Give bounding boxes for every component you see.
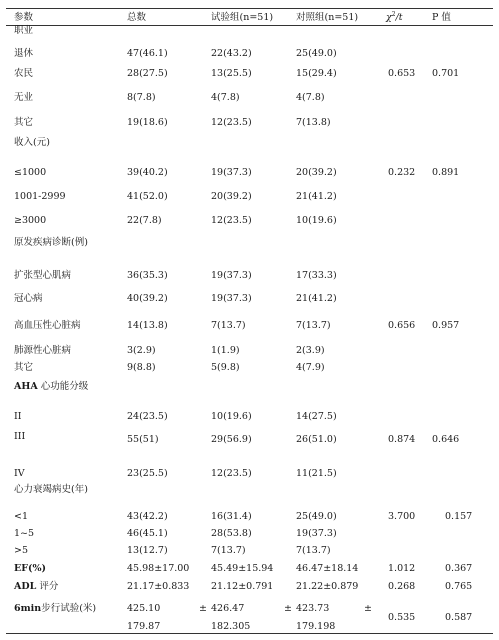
cell-control: 7(13.7)	[296, 320, 331, 331]
cell-total: 9(8.8)	[127, 362, 156, 373]
cell-control: 21(41.2)	[296, 191, 337, 202]
cell-control: 21(41.2)	[296, 293, 337, 304]
cell-control: 26(51.0)	[296, 434, 337, 445]
cell-p: 0.157	[445, 511, 473, 522]
cell-control: 7(13.7)	[296, 545, 331, 556]
cell-control: 11(21.5)	[296, 468, 337, 479]
cell-p: 0.891	[432, 167, 460, 178]
cell-label: II	[14, 411, 22, 422]
cell-total: 45.98±17.00	[127, 563, 190, 574]
cell-control: 15(29.4)	[296, 68, 337, 79]
six-min-p: 0.587	[445, 612, 473, 623]
cell-test: 7(13.7)	[211, 545, 246, 556]
cell-test: 16(31.4)	[211, 511, 252, 522]
header-control-group: 对照组(n=51)	[296, 12, 359, 23]
six-min-control-sd: 179.198	[296, 621, 336, 632]
cell-total: 21.17±0.833	[127, 581, 190, 592]
cell-test: 1(1.9)	[211, 345, 240, 356]
cell-label: 1001-2999	[14, 191, 66, 202]
cell-label: ≥3000	[14, 215, 47, 226]
cell-total: 43(42.2)	[127, 511, 168, 522]
six-min-chi: 0.535	[388, 612, 416, 623]
cell-test: 29(56.9)	[211, 434, 252, 445]
cell-chi: 1.012	[388, 563, 416, 574]
six-min-total-mean: 425.10 ±	[127, 603, 207, 614]
cell-chi: 0.874	[388, 434, 416, 445]
cell-label: >5	[14, 545, 29, 556]
cell-label: ≤1000	[14, 167, 47, 178]
cell-test: 5(9.8)	[211, 362, 240, 373]
cell-label: AHA 心功能分级	[14, 381, 89, 392]
cell-test: 12(23.5)	[211, 468, 252, 479]
cell-control: 4(7.9)	[296, 362, 325, 373]
cell-label: 心力衰竭病史(年)	[14, 484, 88, 495]
six-min-total-sd: 179.87	[127, 621, 161, 632]
cell-total: 14(13.8)	[127, 320, 168, 331]
six-min-test-sd: 182.305	[211, 621, 251, 632]
cell-label: 其它	[14, 362, 34, 373]
cell-test: 19(37.3)	[211, 293, 252, 304]
header-chi-square: $\chi^2/t$	[386, 10, 403, 23]
cell-total: 23(25.5)	[127, 468, 168, 479]
cell-total: 36(35.3)	[127, 270, 168, 281]
header-p-value: P 值	[432, 12, 451, 23]
cell-p: 0.646	[432, 434, 460, 445]
cell-total: 28(27.5)	[127, 68, 168, 79]
header-test-group: 试验组(n=51)	[211, 12, 274, 23]
cell-total: 3(2.9)	[127, 345, 156, 356]
cell-p: 0.367	[445, 563, 473, 574]
cell-test: 45.49±15.94	[211, 563, 274, 574]
cell-test: 19(37.3)	[211, 270, 252, 281]
cell-label: 原发疾病诊断(例)	[14, 237, 88, 248]
cell-test: 4(7.8)	[211, 92, 240, 103]
cell-chi: 0.232	[388, 167, 416, 178]
cell-label: 无业	[14, 92, 34, 103]
cell-label: III	[14, 431, 26, 442]
cell-total: 55(51)	[127, 434, 159, 445]
cell-control: 20(39.2)	[296, 167, 337, 178]
cell-total: 22(7.8)	[127, 215, 162, 226]
cell-control: 4(7.8)	[296, 92, 325, 103]
header-param: 参数	[14, 12, 34, 23]
top-rule	[6, 8, 493, 9]
cell-p: 0.765	[445, 581, 473, 592]
cell-label: 高血压性心脏病	[14, 320, 81, 331]
cell-test: 28(53.8)	[211, 528, 252, 539]
cell-label: 职业	[14, 25, 34, 36]
cell-test: 20(39.2)	[211, 191, 252, 202]
cell-p: 0.701	[432, 68, 460, 79]
cell-total: 24(23.5)	[127, 411, 168, 422]
cell-chi: 0.268	[388, 581, 416, 592]
cell-control: 25(49.0)	[296, 511, 337, 522]
cell-label: 收入(元)	[14, 137, 50, 148]
cell-label: <1	[14, 511, 29, 522]
cell-test: 7(13.7)	[211, 320, 246, 331]
cell-chi: 3.700	[388, 511, 416, 522]
cell-control: 14(27.5)	[296, 411, 337, 422]
cell-label: 农民	[14, 68, 34, 79]
cell-label: 冠心病	[14, 293, 43, 304]
cell-control: 10(19.6)	[296, 215, 337, 226]
cell-control: 19(37.3)	[296, 528, 337, 539]
cell-test: 13(25.5)	[211, 68, 252, 79]
six-min-test-mean: 426.47 ±	[211, 603, 292, 614]
six-min-control-mean: 423.73 ±	[296, 603, 372, 614]
cell-label: 1~5	[14, 528, 35, 539]
cell-control: 17(33.3)	[296, 270, 337, 281]
cell-label: 其它	[14, 117, 34, 128]
cell-control: 2(3.9)	[296, 345, 325, 356]
cell-control: 21.22±0.879	[296, 581, 359, 592]
cell-test: 19(37.3)	[211, 167, 252, 178]
cell-label: EF(%)	[14, 563, 47, 574]
cell-test: 21.12±0.791	[211, 581, 274, 592]
cell-test: 22(43.2)	[211, 48, 252, 59]
cell-test: 10(19.6)	[211, 411, 252, 422]
header-rule	[6, 25, 493, 26]
cell-total: 40(39.2)	[127, 293, 168, 304]
cell-total: 46(45.1)	[127, 528, 168, 539]
cell-label: 扩张型心肌病	[14, 270, 72, 281]
cell-test: 12(23.5)	[211, 117, 252, 128]
cell-label: IV	[14, 468, 25, 479]
cell-label: 退休	[14, 48, 34, 59]
cell-label: 肺源性心脏病	[14, 345, 72, 356]
six-min-label: 6min步行试验(米)	[14, 603, 97, 614]
cell-total: 13(12.7)	[127, 545, 168, 556]
cell-total: 41(52.0)	[127, 191, 168, 202]
cell-control: 25(49.0)	[296, 48, 337, 59]
cell-total: 47(46.1)	[127, 48, 168, 59]
cell-control: 46.47±18.14	[296, 563, 359, 574]
cell-control: 7(13.8)	[296, 117, 331, 128]
cell-p: 0.957	[432, 320, 460, 331]
cell-total: 8(7.8)	[127, 92, 156, 103]
cell-chi: 0.653	[388, 68, 416, 79]
cell-total: 39(40.2)	[127, 167, 168, 178]
cell-test: 12(23.5)	[211, 215, 252, 226]
cell-chi: 0.656	[388, 320, 416, 331]
bottom-rule	[6, 633, 493, 634]
cell-label: ADL 评分	[14, 581, 59, 592]
header-total: 总数	[127, 12, 147, 23]
cell-total: 19(18.6)	[127, 117, 168, 128]
